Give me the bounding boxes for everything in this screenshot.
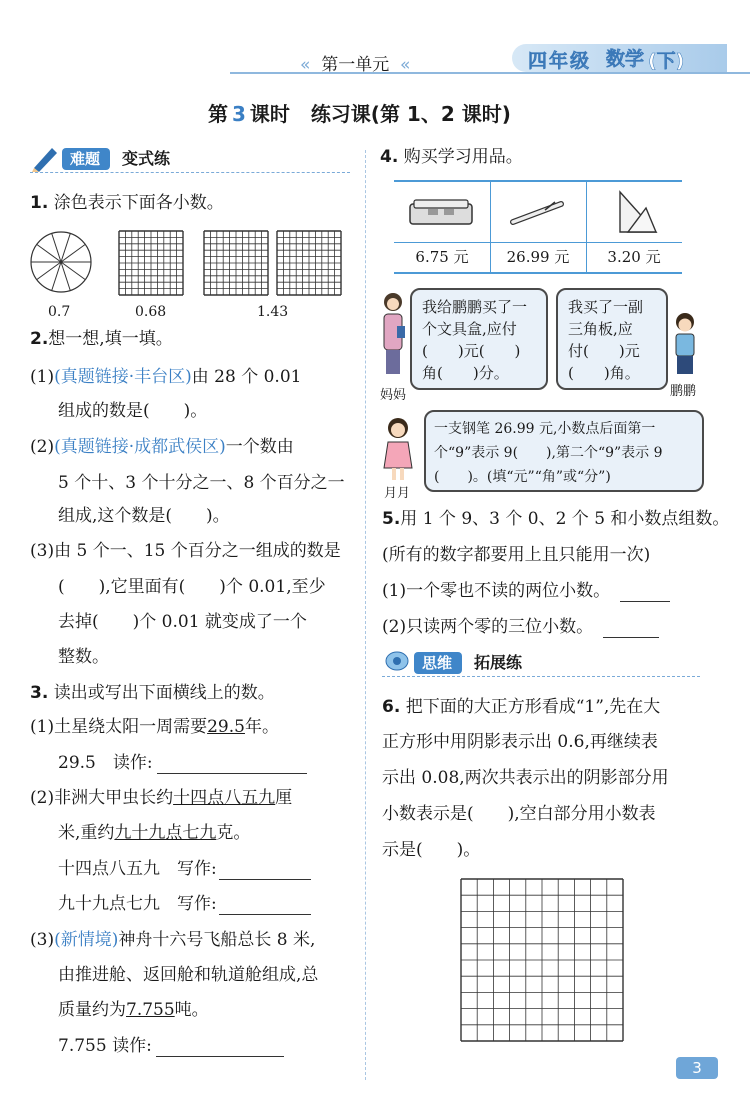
section-hard-title: 变式练 (122, 149, 171, 168)
answer-line[interactable] (620, 583, 670, 602)
q4-prompt: 4. 购买学习用品。 (380, 147, 523, 167)
section-hard-header (0, 148, 360, 174)
q6-line3: 示出 0.08,两次共表示出的阴影部分用 (382, 768, 669, 788)
answer-line[interactable] (219, 861, 311, 880)
q2-p3-line1: (3)由 5 个一、15 个百分之一组成的数是 (30, 541, 341, 561)
mom-bubble: 我给鹏鹏买了一 个文具盒,应付 ( )元( ) 角( )分。 (410, 288, 548, 390)
q3-p1: (1)土星绕太阳一周需要29.5年。 (30, 717, 279, 737)
q2-p3-line4: 整数。 (58, 647, 109, 667)
grade-text: 四年级 (528, 50, 592, 72)
page-number: 3 (676, 1057, 718, 1079)
yue-figure (380, 416, 416, 482)
answer-line[interactable] (156, 1038, 284, 1057)
mom-figure (376, 290, 410, 382)
q5-prompt: 5.用 1 个 9、3 个 0、2 个 5 和小数点组数。 (382, 509, 730, 529)
price-1: 26.99 元 (506, 248, 570, 266)
name-mom: 妈妈 (380, 388, 407, 403)
q2-p1-line1: (1)(真题链接·丰台区)由 28 个 0.01 (30, 367, 302, 387)
q6-line5: 示是( )。 (382, 840, 481, 860)
thinking-icon (382, 648, 412, 676)
yue-bubble: 一支钢笔 26.99 元,小数点后面第一 个“9”表示 9( ),第二个“9”表示 9 ( )。(填“元”“角”或“分”) (424, 410, 704, 492)
pie-circle (29, 230, 93, 294)
q3-p2-line2: 米,重约九十九点七九克。 (58, 823, 251, 843)
q2-p2-line2: 5 个十、3 个十分之一、8 个百分之一 (58, 473, 345, 493)
section-hard-tag: 难题 (62, 148, 110, 170)
q2-p3-line3: 去掉( )个 0.01 就变成了一个 (58, 612, 307, 632)
q2-p3-line2: ( ),它里面有( )个 0.01,至少 (58, 577, 326, 597)
q2-p2-line3: 组成,这个数是( )。 (58, 506, 230, 526)
answer-line[interactable] (603, 619, 659, 638)
q1-prompt: 1. 涂色表示下面各小数。 (30, 193, 224, 213)
q6-line2: 正方形中用阴影表示出 0.6,再继续表 (382, 732, 658, 752)
q3-p3-line2: 由推进舱、返回舱和轨道舱组成,总 (58, 965, 319, 985)
column-divider (365, 150, 366, 1080)
big-square-grid[interactable] (460, 878, 624, 1042)
q2-prompt: 2.想一想,填一填。 (30, 329, 173, 349)
section-think-tag: 思维 (414, 652, 462, 674)
q3-p3-line1: (3)(新情境)神舟十六号飞船总长 8 米, (30, 930, 316, 950)
subject-text: 数学 (606, 48, 645, 70)
q3-r1: 29.5 读作: (58, 752, 307, 774)
section-think-title: 拓展练 (474, 653, 523, 672)
section-hard-rule (30, 172, 350, 173)
term-text: (下) (648, 50, 685, 72)
price-table (394, 180, 682, 274)
label-068: 0.68 (135, 304, 167, 320)
answer-line[interactable] (219, 896, 311, 915)
grid-068 (118, 230, 184, 296)
lesson-title: 第 3 课时 练习课(第 1、2 课时) (208, 102, 511, 126)
peng-figure (668, 312, 702, 378)
q3-r3: 7.755 读作: (58, 1035, 284, 1057)
q3-w1: 十四点八五九 写作: (58, 858, 311, 880)
name-yue: 月月 (384, 486, 411, 501)
price-2: 3.20 元 (607, 248, 661, 266)
price-0: 6.75 元 (415, 248, 469, 266)
label-07: 0.7 (48, 304, 71, 320)
q5-note: (所有的数字都要用上且只能用一次) (382, 545, 651, 565)
set-square-icon (616, 188, 660, 236)
pencil-case-icon (408, 196, 474, 228)
answer-line[interactable] (157, 755, 307, 774)
section-think-header (352, 652, 712, 678)
q2-p2-line1: (2)(真题链接·成都武侯区)一个数由 (30, 437, 294, 457)
section-think-rule (382, 676, 700, 677)
header-unit: « 第一单元 « (300, 55, 411, 75)
q5-p1: (1)一个零也不读的两位小数。 (382, 580, 670, 602)
q6-line1: 6. 把下面的大正方形看成“1”,先在大 (382, 697, 661, 717)
q2-p1-line2: 组成的数是( )。 (58, 401, 208, 421)
q3-p2-line1: (2)非洲大甲虫长约十四点八五九厘 (30, 788, 293, 808)
grid-143-b (276, 230, 342, 296)
label-143: 1.43 (257, 304, 289, 320)
name-peng: 鹏鹏 (670, 384, 697, 399)
q3-prompt: 3. 读出或写出下面横线上的数。 (30, 683, 275, 703)
pencil-icon (30, 144, 60, 172)
q3-p3-line3: 质量约为7.755吨。 (58, 1000, 209, 1020)
peng-bubble: 我买了一副 三角板,应 付( )元 ( )角。 (556, 288, 668, 390)
grid-143-a (203, 230, 269, 296)
pen-icon (509, 198, 569, 228)
q5-p2: (2)只读两个零的三位小数。 (382, 616, 659, 638)
q3-w2: 九十九点七九 写作: (58, 893, 311, 915)
grade-badge (512, 44, 727, 72)
q6-line4: 小数表示是( ),空白部分用小数表 (382, 804, 656, 824)
